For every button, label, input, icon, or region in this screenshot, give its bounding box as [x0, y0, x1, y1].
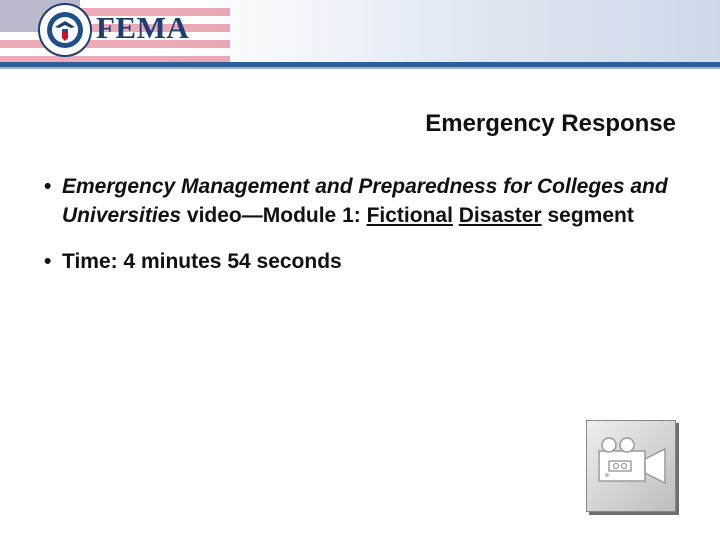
- video-camera-icon: [593, 437, 669, 493]
- dhs-seal-icon: [38, 3, 92, 57]
- bullet-item-time: [44, 247, 684, 276]
- bullet-glyph: •: [44, 250, 52, 273]
- header-banner: [0, 0, 720, 62]
- segment-link-disaster[interactable]: Disaster: [458, 204, 542, 227]
- time-text: Time: 4 minutes 54 seconds: [62, 250, 342, 273]
- video-title-text: Emergency Management and Preparedness for Colleges and Universities: [62, 175, 668, 227]
- bullet-list: [44, 172, 684, 293]
- segment-suffix-text: segment: [541, 204, 634, 227]
- segment-link-fictional[interactable]: Fictional: [366, 204, 453, 227]
- header-divider-line: [0, 67, 720, 69]
- video-module-text: video—Module 1:: [181, 204, 367, 227]
- video-play-button[interactable]: [586, 420, 676, 512]
- bullet-glyph: •: [44, 175, 52, 198]
- bullet-item-video: [44, 172, 684, 230]
- fema-logo-text: FEMA: [96, 10, 190, 45]
- slide-title: Emergency Response: [425, 110, 676, 137]
